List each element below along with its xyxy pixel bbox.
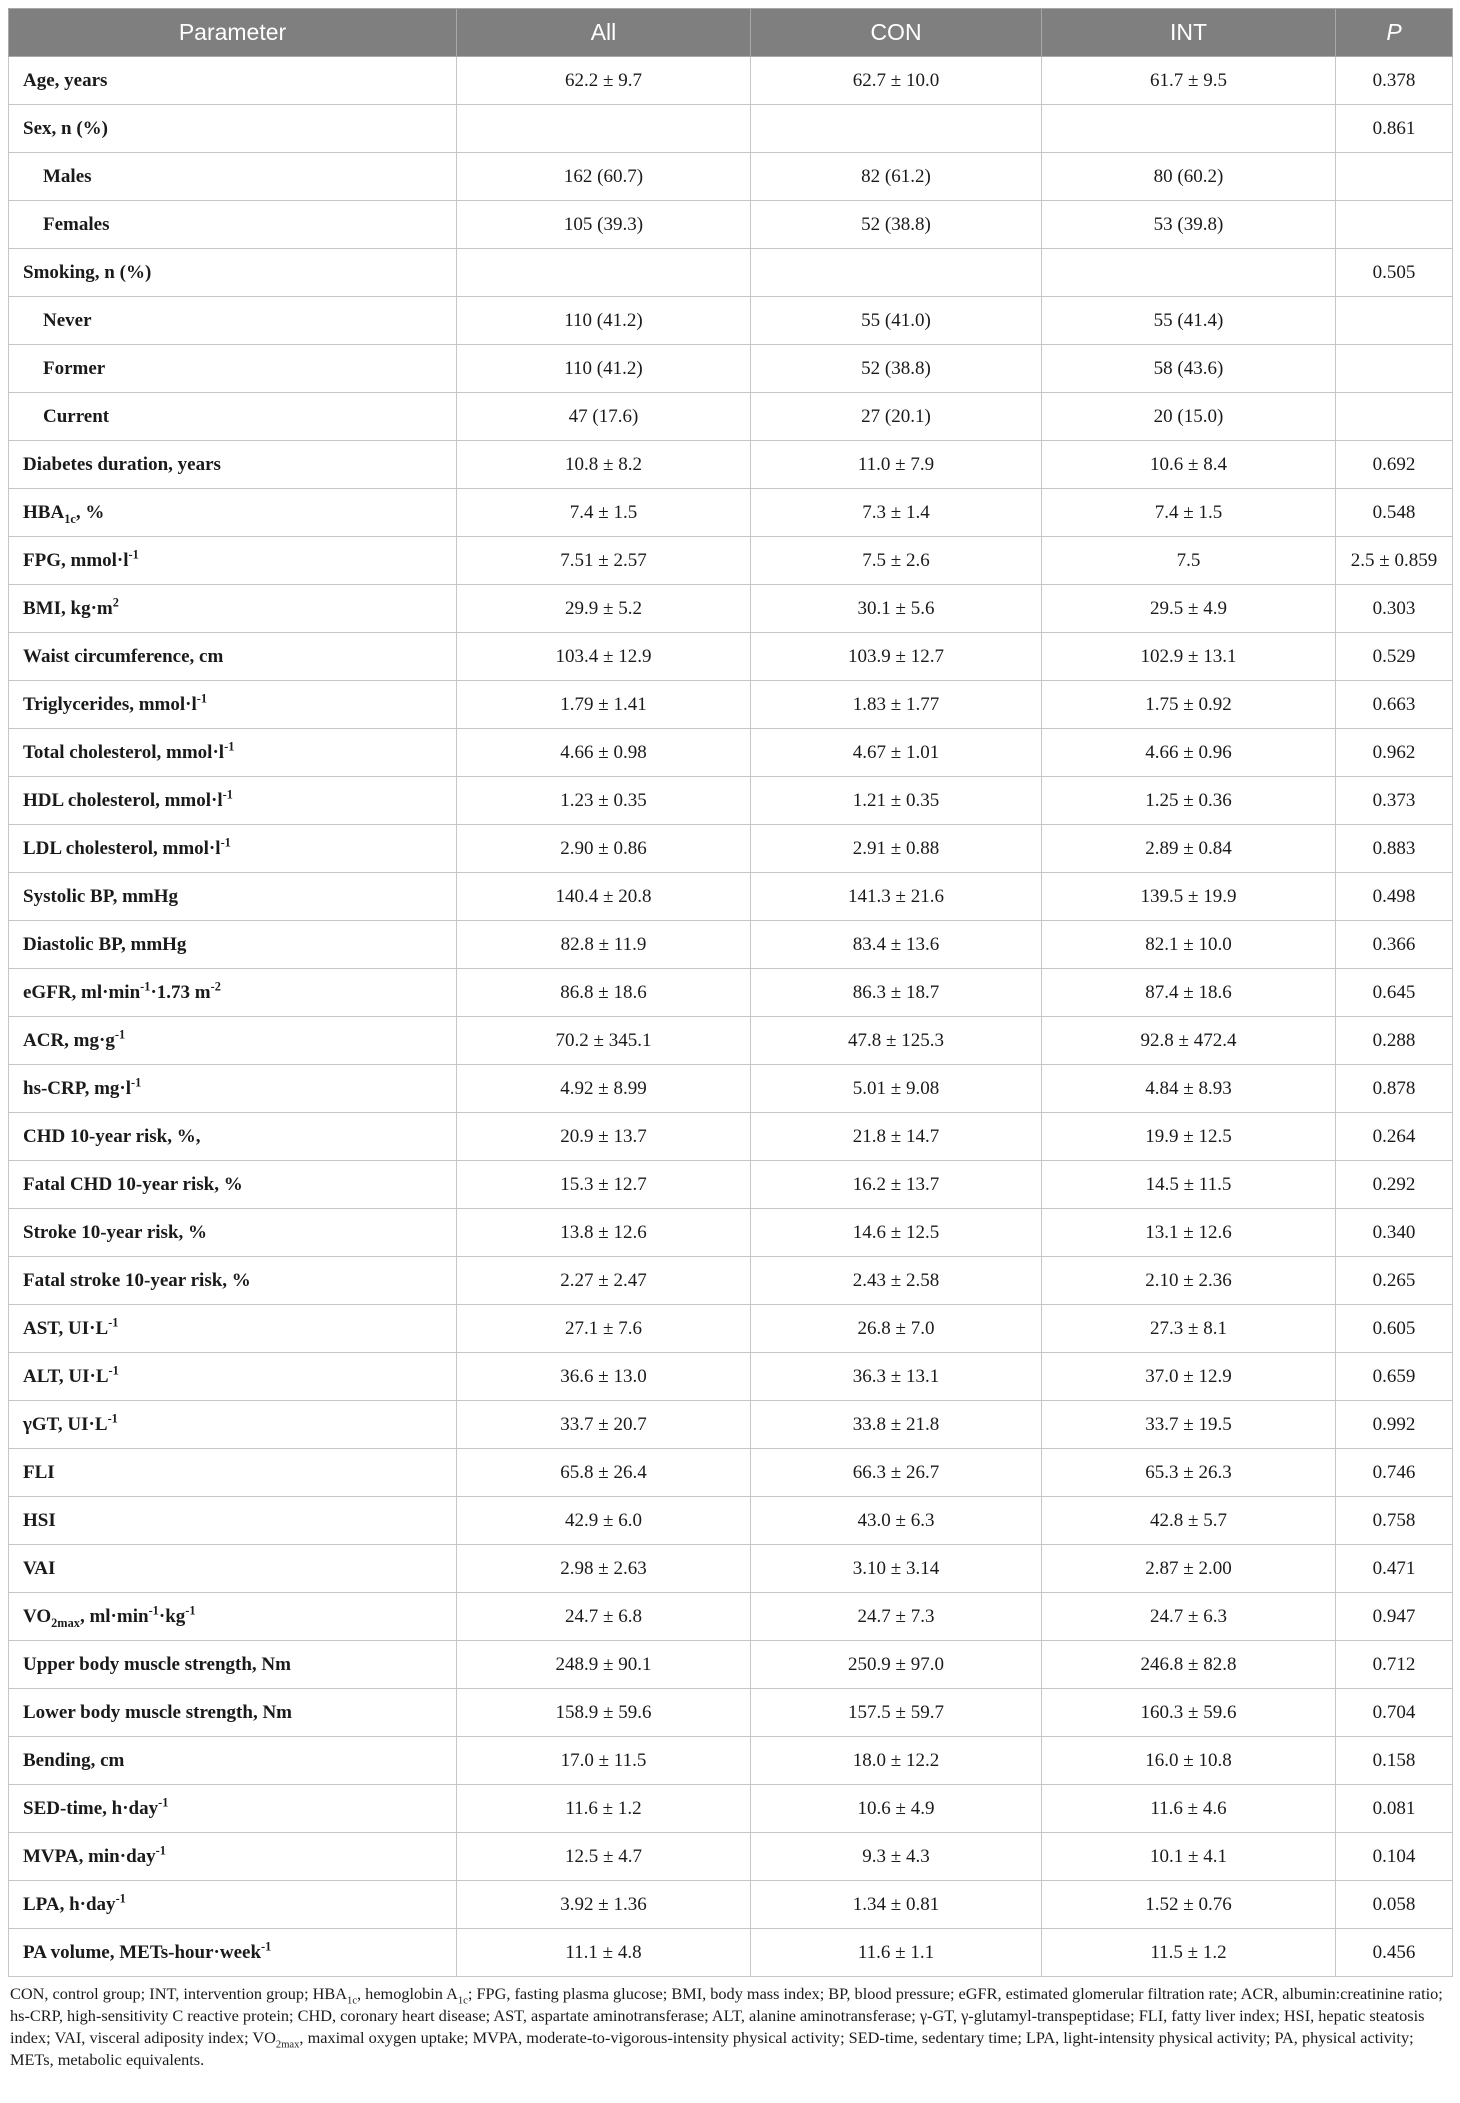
- header-parameter: Parameter: [9, 9, 457, 57]
- table-row: [9, 537, 1453, 585]
- table-row: [9, 633, 1453, 681]
- cell-all: 2.90 ± 0.86: [457, 825, 751, 873]
- cell-parameter: Lower body muscle strength, Nm: [9, 1689, 457, 1737]
- cell-all: 24.7 ± 6.8: [457, 1593, 751, 1641]
- cell-p: 0.378: [1336, 57, 1453, 105]
- cell-int: 10.1 ± 4.1: [1042, 1833, 1336, 1881]
- cell-parameter: ALT, $UI\cdot L^{-1}$: [9, 1353, 457, 1401]
- table-row: [9, 1737, 1453, 1785]
- cell-int: 11.6 ± 4.6: [1042, 1785, 1336, 1833]
- cell-parameter: HSI: [9, 1497, 457, 1545]
- cell-con: 11.6 ± 1.1: [751, 1929, 1042, 1977]
- cell-int: 53 (39.8): [1042, 201, 1336, 249]
- table-row: [9, 1353, 1453, 1401]
- cell-con: 62.7 ± 10.0: [751, 57, 1042, 105]
- cell-parameter: Former: [9, 345, 457, 393]
- header-int: INT: [1042, 9, 1336, 57]
- cell-all: [457, 249, 751, 297]
- cell-all: 103.4 ± 12.9: [457, 633, 751, 681]
- cell-parameter: Bending, cm: [9, 1737, 457, 1785]
- cell-p: 0.861: [1336, 105, 1453, 153]
- cell-p: 0.265: [1336, 1257, 1453, 1305]
- cell-all: 65.8 ± 26.4: [457, 1449, 751, 1497]
- cell-con: 33.8 ± 21.8: [751, 1401, 1042, 1449]
- cell-con: 55 (41.0): [751, 297, 1042, 345]
- cell-con: 9.3 ± 4.3: [751, 1833, 1042, 1881]
- cell-p: 0.104: [1336, 1833, 1453, 1881]
- cell-int: 1.52 ± 0.76: [1042, 1881, 1336, 1929]
- cell-all: 7.4 ± 1.5: [457, 489, 751, 537]
- cell-all: 4.92 ± 8.99: [457, 1065, 751, 1113]
- cell-parameter: hs-CRP, $mg\cdot l^{-1}$: [9, 1065, 457, 1113]
- cell-all: 86.8 ± 18.6: [457, 969, 751, 1017]
- table-row: [9, 489, 1453, 537]
- table-row: [9, 441, 1453, 489]
- cell-con: 86.3 ± 18.7: [751, 969, 1042, 1017]
- cell-con: 18.0 ± 12.2: [751, 1737, 1042, 1785]
- table-row: [9, 1257, 1453, 1305]
- cell-all: 2.27 ± 2.47: [457, 1257, 751, 1305]
- cell-parameter: LPA, h·day$^{-1}$: [9, 1881, 457, 1929]
- cell-p: 0.303: [1336, 585, 1453, 633]
- cell-con: 4.67 ± 1.01: [751, 729, 1042, 777]
- cell-int: 2.87 ± 2.00: [1042, 1545, 1336, 1593]
- cell-all: 27.1 ± 7.6: [457, 1305, 751, 1353]
- cell-con: 1.21 ± 0.35: [751, 777, 1042, 825]
- cell-int: 102.9 ± 13.1: [1042, 633, 1336, 681]
- cell-int: 61.7 ± 9.5: [1042, 57, 1336, 105]
- cell-all: 70.2 ± 345.1: [457, 1017, 751, 1065]
- header-con: CON: [751, 9, 1042, 57]
- table-row: [9, 1497, 1453, 1545]
- cell-all: 82.8 ± 11.9: [457, 921, 751, 969]
- cell-con: 52 (38.8): [751, 201, 1042, 249]
- cell-parameter: Fatal CHD 10-year risk, %: [9, 1161, 457, 1209]
- cell-p: [1336, 201, 1453, 249]
- cell-all: [457, 105, 751, 153]
- cell-con: 157.5 ± 59.7: [751, 1689, 1042, 1737]
- cell-all: 47 (17.6): [457, 393, 751, 441]
- cell-p: [1336, 297, 1453, 345]
- cell-int: 27.3 ± 8.1: [1042, 1305, 1336, 1353]
- table-row: [9, 1785, 1453, 1833]
- baseline-characteristics-table: [8, 8, 1453, 1977]
- cell-con: 30.1 ± 5.6: [751, 585, 1042, 633]
- cell-con: 82 (61.2): [751, 153, 1042, 201]
- cell-int: 2.89 ± 0.84: [1042, 825, 1336, 873]
- cell-int: [1042, 249, 1336, 297]
- cell-int: 20 (15.0): [1042, 393, 1336, 441]
- cell-parameter: Total cholesterol, $mmol\cdot l^{-1}$: [9, 729, 457, 777]
- table-row: [9, 249, 1453, 297]
- table-row: [9, 1593, 1453, 1641]
- cell-parameter: $VO_{2max}$, $ml\cdot\min^{-1}\cdot kg^{-1}$: [9, 1593, 457, 1641]
- header-all: All: [457, 9, 751, 57]
- cell-con: [751, 249, 1042, 297]
- cell-p: 0.264: [1336, 1113, 1453, 1161]
- cell-p: 0.746: [1336, 1449, 1453, 1497]
- cell-p: 0.292: [1336, 1161, 1453, 1209]
- table-row: [9, 1881, 1453, 1929]
- cell-con: 10.6 ± 4.9: [751, 1785, 1042, 1833]
- table-row: [9, 1401, 1453, 1449]
- table-container: [8, 8, 1452, 2071]
- cell-con: 66.3 ± 26.7: [751, 1449, 1042, 1497]
- cell-p: 0.548: [1336, 489, 1453, 537]
- cell-parameter: Sex, n (%): [9, 105, 457, 153]
- cell-p: 0.058: [1336, 1881, 1453, 1929]
- cell-con: 2.43 ± 2.58: [751, 1257, 1042, 1305]
- table-row: [9, 585, 1453, 633]
- cell-parameter: $HBA_{1c}$, %: [9, 489, 457, 537]
- table-row: [9, 729, 1453, 777]
- cell-all: 13.8 ± 12.6: [457, 1209, 751, 1257]
- cell-int: 14.5 ± 11.5: [1042, 1161, 1336, 1209]
- cell-all: 162 (60.7): [457, 153, 751, 201]
- cell-con: 21.8 ± 14.7: [751, 1113, 1042, 1161]
- cell-p: 0.288: [1336, 1017, 1453, 1065]
- cell-p: 0.081: [1336, 1785, 1453, 1833]
- table-footnote: CON, control group; INT, intervention group; $HBA_{1c}$, hemoglobin $A_{1c}$; FPG, fasting plasma glucose; BMI, body mass index; BP, blood pressure; eGFR, estimated glomerular filtration rate; ACR, albumin:creatinine ratio; hs-CRP, high-sensitivity C reactive protein; CHD, coronary heart disease; AST, aspartate aminotransferase; ALT, alanine aminotransferase; γ-GT, γ-glutamyl-transpeptidase; FLI, fatty liver index; HSI, hepatic steatosis index; VAI, visceral adiposity index; $VO_{2max}$, maximal oxygen uptake; MVPA, moderate-to-vigorous-intensity physical activity; SED-time, sedentary time; LPA, light-intensity physical activity; PA, physical activity; METs, metabolic equivalents.: [10, 1984, 1443, 2069]
- cell-int: 19.9 ± 12.5: [1042, 1113, 1336, 1161]
- cell-parameter: LDL cholesterol, $mmol\cdot l^{-1}$: [9, 825, 457, 873]
- cell-int: [1042, 105, 1336, 153]
- cell-all: 3.92 ± 1.36: [457, 1881, 751, 1929]
- cell-parameter: eGFR, $ml\cdot\min^{-1}\cdot 1.73$ $m^{-2}$: [9, 969, 457, 1017]
- table-row: [9, 1641, 1453, 1689]
- cell-p: 0.947: [1336, 1593, 1453, 1641]
- cell-all: 248.9 ± 90.1: [457, 1641, 751, 1689]
- table-row: [9, 1017, 1453, 1065]
- table-header: [9, 9, 1453, 57]
- cell-int: 160.3 ± 59.6: [1042, 1689, 1336, 1737]
- cell-parameter: Current: [9, 393, 457, 441]
- cell-parameter: Never: [9, 297, 457, 345]
- cell-all: 1.23 ± 0.35: [457, 777, 751, 825]
- cell-p: [1336, 345, 1453, 393]
- cell-p: 0.645: [1336, 969, 1453, 1017]
- cell-all: 33.7 ± 20.7: [457, 1401, 751, 1449]
- cell-con: 2.91 ± 0.88: [751, 825, 1042, 873]
- cell-int: 58 (43.6): [1042, 345, 1336, 393]
- cell-all: 158.9 ± 59.6: [457, 1689, 751, 1737]
- cell-int: 7.4 ± 1.5: [1042, 489, 1336, 537]
- cell-p: 0.373: [1336, 777, 1453, 825]
- table-row: [9, 969, 1453, 1017]
- cell-parameter: VAI: [9, 1545, 457, 1593]
- cell-int: 139.5 ± 19.9: [1042, 873, 1336, 921]
- table-row: [9, 1113, 1453, 1161]
- cell-int: 24.7 ± 6.3: [1042, 1593, 1336, 1641]
- cell-int: 7.5: [1042, 537, 1336, 585]
- cell-parameter: Diastolic BP, mmHg: [9, 921, 457, 969]
- cell-all: 10.8 ± 8.2: [457, 441, 751, 489]
- cell-all: 4.66 ± 0.98: [457, 729, 751, 777]
- table-row: [9, 345, 1453, 393]
- cell-int: 33.7 ± 19.5: [1042, 1401, 1336, 1449]
- cell-p: 0.456: [1336, 1929, 1453, 1977]
- cell-parameter: Females: [9, 201, 457, 249]
- cell-p: 2.5 ± 0.859: [1336, 537, 1453, 585]
- cell-con: 16.2 ± 13.7: [751, 1161, 1042, 1209]
- table-row: [9, 921, 1453, 969]
- cell-parameter: CHD 10-year risk, %,: [9, 1113, 457, 1161]
- cell-int: 4.84 ± 8.93: [1042, 1065, 1336, 1113]
- cell-p: 0.663: [1336, 681, 1453, 729]
- cell-parameter: PA volume, METs-hour·week$^{-1}$: [9, 1929, 457, 1977]
- table-row: [9, 873, 1453, 921]
- cell-int: 55 (41.4): [1042, 297, 1336, 345]
- cell-parameter: Smoking, n (%): [9, 249, 457, 297]
- table-row: [9, 1449, 1453, 1497]
- table-row: [9, 1545, 1453, 1593]
- cell-p: 0.605: [1336, 1305, 1453, 1353]
- cell-con: 7.3 ± 1.4: [751, 489, 1042, 537]
- cell-con: 11.0 ± 7.9: [751, 441, 1042, 489]
- table-row: [9, 1305, 1453, 1353]
- table-row: [9, 1161, 1453, 1209]
- cell-p: 0.992: [1336, 1401, 1453, 1449]
- cell-int: 11.5 ± 1.2: [1042, 1929, 1336, 1977]
- table-row: [9, 1833, 1453, 1881]
- cell-int: 29.5 ± 4.9: [1042, 585, 1336, 633]
- cell-all: 110 (41.2): [457, 297, 751, 345]
- cell-parameter: BMI, $kg\cdot m^2$: [9, 585, 457, 633]
- cell-p: 0.883: [1336, 825, 1453, 873]
- cell-p: [1336, 393, 1453, 441]
- cell-con: 7.5 ± 2.6: [751, 537, 1042, 585]
- cell-con: 24.7 ± 7.3: [751, 1593, 1042, 1641]
- cell-int: 82.1 ± 10.0: [1042, 921, 1336, 969]
- cell-con: 141.3 ± 21.6: [751, 873, 1042, 921]
- table-row: [9, 153, 1453, 201]
- cell-int: 4.66 ± 0.96: [1042, 729, 1336, 777]
- cell-all: 20.9 ± 13.7: [457, 1113, 751, 1161]
- cell-p: 0.659: [1336, 1353, 1453, 1401]
- cell-con: 103.9 ± 12.7: [751, 633, 1042, 681]
- cell-parameter: HDL cholesterol, $mmol\cdot l^{-1}$: [9, 777, 457, 825]
- cell-con: 1.83 ± 1.77: [751, 681, 1042, 729]
- header-p: P: [1336, 9, 1453, 57]
- cell-int: 1.25 ± 0.36: [1042, 777, 1336, 825]
- cell-all: 11.1 ± 4.8: [457, 1929, 751, 1977]
- cell-int: 65.3 ± 26.3: [1042, 1449, 1336, 1497]
- cell-parameter: MVPA, min·day$^{-1}$: [9, 1833, 457, 1881]
- cell-con: 14.6 ± 12.5: [751, 1209, 1042, 1257]
- cell-all: 12.5 ± 4.7: [457, 1833, 751, 1881]
- cell-p: [1336, 153, 1453, 201]
- table-row: [9, 393, 1453, 441]
- table-row: [9, 201, 1453, 249]
- table-row: [9, 1689, 1453, 1737]
- table-row: [9, 1209, 1453, 1257]
- cell-con: 43.0 ± 6.3: [751, 1497, 1042, 1545]
- cell-con: 27 (20.1): [751, 393, 1042, 441]
- cell-all: 62.2 ± 9.7: [457, 57, 751, 105]
- cell-p: 0.758: [1336, 1497, 1453, 1545]
- cell-int: 13.1 ± 12.6: [1042, 1209, 1336, 1257]
- cell-all: 7.51 ± 2.57: [457, 537, 751, 585]
- cell-con: 36.3 ± 13.1: [751, 1353, 1042, 1401]
- cell-p: 0.529: [1336, 633, 1453, 681]
- cell-all: 29.9 ± 5.2: [457, 585, 751, 633]
- table-row: [9, 681, 1453, 729]
- cell-con: 47.8 ± 125.3: [751, 1017, 1042, 1065]
- cell-int: 2.10 ± 2.36: [1042, 1257, 1336, 1305]
- cell-all: 1.79 ± 1.41: [457, 681, 751, 729]
- cell-con: 26.8 ± 7.0: [751, 1305, 1042, 1353]
- cell-con: 83.4 ± 13.6: [751, 921, 1042, 969]
- table-row: [9, 57, 1453, 105]
- cell-all: 140.4 ± 20.8: [457, 873, 751, 921]
- cell-p: 0.471: [1336, 1545, 1453, 1593]
- cell-parameter: SED-time, h·day$^{-1}$: [9, 1785, 457, 1833]
- table-row: [9, 825, 1453, 873]
- header-row: [9, 9, 1453, 57]
- cell-con: 1.34 ± 0.81: [751, 1881, 1042, 1929]
- cell-parameter: Males: [9, 153, 457, 201]
- cell-all: 11.6 ± 1.2: [457, 1785, 751, 1833]
- cell-parameter: Diabetes duration, years: [9, 441, 457, 489]
- cell-p: 0.505: [1336, 249, 1453, 297]
- cell-all: 36.6 ± 13.0: [457, 1353, 751, 1401]
- cell-parameter: Triglycerides, $mmol\cdot l^{-1}$: [9, 681, 457, 729]
- cell-parameter: Age, years: [9, 57, 457, 105]
- cell-parameter: Systolic BP, mmHg: [9, 873, 457, 921]
- table-row: [9, 777, 1453, 825]
- cell-int: 42.8 ± 5.7: [1042, 1497, 1336, 1545]
- cell-int: 16.0 ± 10.8: [1042, 1737, 1336, 1785]
- table-row: [9, 297, 1453, 345]
- cell-all: 17.0 ± 11.5: [457, 1737, 751, 1785]
- cell-parameter: ACR, $mg\cdot g^{-1}$: [9, 1017, 457, 1065]
- cell-int: 10.6 ± 8.4: [1042, 441, 1336, 489]
- cell-all: 110 (41.2): [457, 345, 751, 393]
- cell-p: 0.962: [1336, 729, 1453, 777]
- table-row: [9, 105, 1453, 153]
- cell-all: 105 (39.3): [457, 201, 751, 249]
- cell-con: 5.01 ± 9.08: [751, 1065, 1042, 1113]
- cell-parameter: FPG, $mmol\cdot l^{-1}$: [9, 537, 457, 585]
- cell-con: 3.10 ± 3.14: [751, 1545, 1042, 1593]
- table-body: [9, 57, 1453, 1977]
- cell-parameter: Waist circumference, cm: [9, 633, 457, 681]
- table-row: [9, 1929, 1453, 1977]
- cell-p: 0.704: [1336, 1689, 1453, 1737]
- cell-p: 0.692: [1336, 441, 1453, 489]
- cell-int: 92.8 ± 472.4: [1042, 1017, 1336, 1065]
- cell-int: 1.75 ± 0.92: [1042, 681, 1336, 729]
- cell-all: 42.9 ± 6.0: [457, 1497, 751, 1545]
- cell-parameter: FLI: [9, 1449, 457, 1497]
- table-row: [9, 1065, 1453, 1113]
- cell-parameter: Upper body muscle strength, Nm: [9, 1641, 457, 1689]
- cell-con: [751, 105, 1042, 153]
- cell-p: 0.158: [1336, 1737, 1453, 1785]
- cell-parameter: AST, $UI\cdot L^{-1}$: [9, 1305, 457, 1353]
- cell-con: 250.9 ± 97.0: [751, 1641, 1042, 1689]
- cell-parameter: Stroke 10-year risk, %: [9, 1209, 457, 1257]
- cell-int: 87.4 ± 18.6: [1042, 969, 1336, 1017]
- cell-int: 246.8 ± 82.8: [1042, 1641, 1336, 1689]
- cell-int: 37.0 ± 12.9: [1042, 1353, 1336, 1401]
- cell-all: 2.98 ± 2.63: [457, 1545, 751, 1593]
- cell-parameter: Fatal stroke 10-year risk, %: [9, 1257, 457, 1305]
- cell-p: 0.712: [1336, 1641, 1453, 1689]
- cell-con: 52 (38.8): [751, 345, 1042, 393]
- cell-p: 0.498: [1336, 873, 1453, 921]
- cell-all: 15.3 ± 12.7: [457, 1161, 751, 1209]
- cell-parameter: γGT, $UI\cdot L^{-1}$: [9, 1401, 457, 1449]
- cell-int: 80 (60.2): [1042, 153, 1336, 201]
- cell-p: 0.366: [1336, 921, 1453, 969]
- cell-p: 0.340: [1336, 1209, 1453, 1257]
- cell-p: 0.878: [1336, 1065, 1453, 1113]
